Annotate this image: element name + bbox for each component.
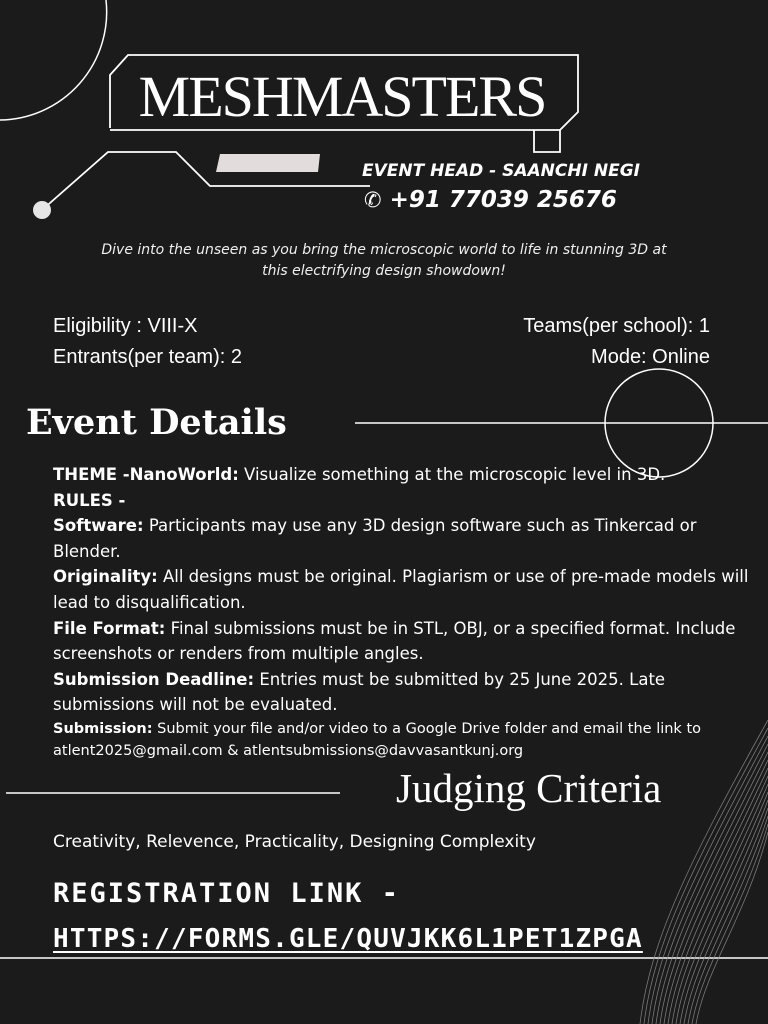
deadline-line	[53, 667, 759, 718]
entrants: Entrants(per team): 2	[53, 346, 242, 368]
registration-link[interactable]: HTTPS://FORMS.GLE/QUVJKK6L1PET1ZPGA	[53, 924, 643, 954]
theme-text: Visualize something at the microscopic level in 3D.	[238, 465, 666, 484]
connector-dot	[33, 201, 51, 219]
software-line	[53, 513, 759, 564]
tagline: Dive into the unseen as you bring the microscopic world to life in stunning 3D at this electrifying design showdown!	[101, 242, 667, 279]
connector-line	[42, 152, 370, 210]
submission-text: Submit your file and/or video to a Google Drive folder and email the link to atlent2025@gmail.com & atlentsubmissions@davvasantkunj.org	[53, 720, 701, 759]
originality-text: All designs must be original. Plagiarism or use of pre-made models will lead to disqualification.	[53, 567, 749, 612]
mode: Mode: Online	[591, 346, 710, 368]
fileformat-label: File Format:	[53, 618, 166, 638]
corner-arc	[0, 0, 107, 120]
fileformat-text: Final submissions must be in STL, OBJ, or a specified format. Include screenshots or renders from multiple angles.	[53, 618, 736, 664]
originality-label: Originality:	[53, 567, 158, 587]
rules-label: RULES -	[53, 490, 126, 510]
theme-label: THEME -NanoWorld:	[53, 465, 239, 484]
connector-line-2	[534, 130, 560, 152]
fileformat-line	[53, 616, 759, 667]
theme-line	[53, 462, 759, 488]
teams: Teams(per school): 1	[523, 315, 710, 337]
event-details-heading: Event Details	[26, 402, 287, 443]
phone-icon: ✆	[364, 188, 382, 212]
registration-label: REGISTRATION LINK -	[53, 878, 400, 909]
submission-line	[53, 718, 759, 762]
deadline-label: Submission Deadline:	[53, 669, 255, 689]
software-text: Participants may use any 3D design software such as Tinkercad or Blender.	[53, 516, 697, 561]
event-title: MESHMASTERS	[138, 64, 546, 129]
accent-bar	[216, 154, 320, 172]
rules-line	[53, 488, 759, 514]
event-head: EVENT HEAD - SAANCHI NEGI	[362, 161, 640, 181]
software-label: Software:	[53, 516, 144, 536]
deadline-text: Entries must be submitted by 25 June 2025. Late submissions will not be evaluated.	[53, 669, 666, 715]
judging-criteria: Creativity, Relevence, Practicality, Designing Complexity	[53, 832, 536, 852]
judging-heading: Judging Criteria	[396, 765, 662, 811]
phone-number: +91 77039 25676	[389, 187, 617, 213]
eligibility: Eligibility : VIII-X	[53, 315, 198, 337]
originality-line	[53, 564, 759, 615]
event-details-body	[53, 462, 759, 762]
phone-contact[interactable]	[364, 187, 617, 213]
submission-label: Submission:	[53, 720, 153, 737]
